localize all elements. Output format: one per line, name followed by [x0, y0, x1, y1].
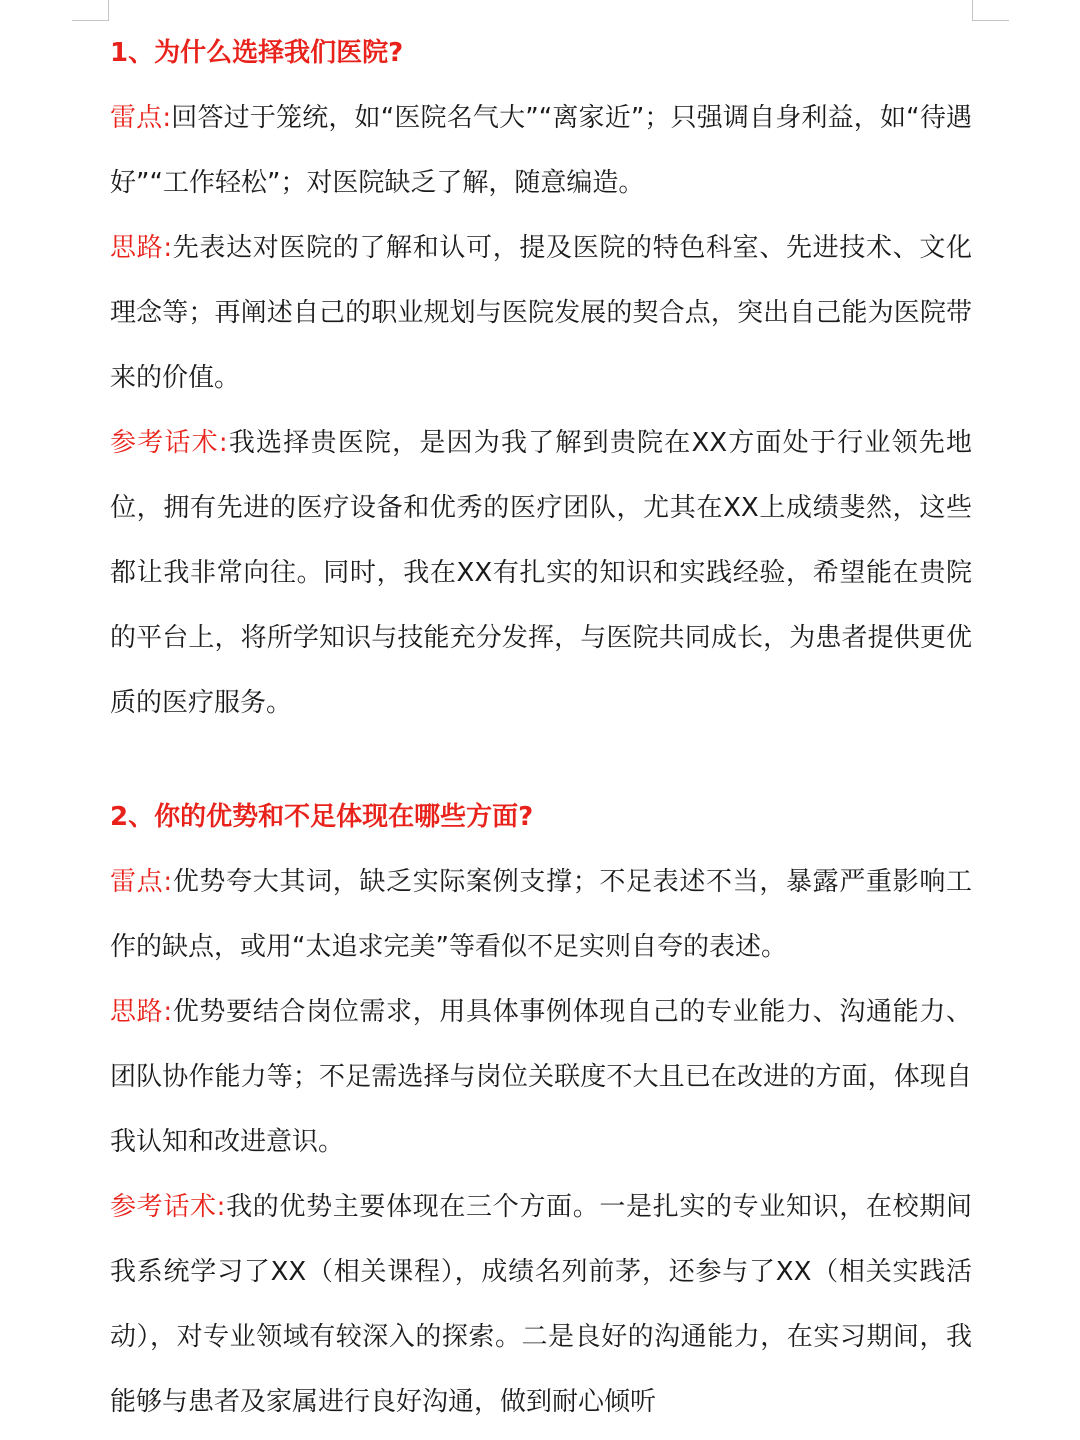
sample-answer-label: 参考话术:: [110, 1192, 226, 1222]
pitfall-text: 回答过于笼统，如“医院名气大”“离家近”；只强调自身利益，如“待遇好”“工作轻松”；对医院缺乏了解，随意编造。: [110, 103, 972, 198]
approach-label: 思路:: [110, 233, 173, 263]
question-heading: 1、为什么选择我们医院?: [110, 38, 404, 68]
pitfall-text: 优势夸大其词，缺乏实际案例支撑；不足表述不当，暴露严重影响工作的缺点，或用“太追求完美”等看似不足实则自夸的表述。: [110, 867, 972, 962]
approach-paragraph: [110, 980, 972, 1175]
sample-answer-text: 我选择贵医院，是因为我了解到贵院在XX方面处于行业领先地位，拥有先进的医疗设备和优秀的医疗团队，尤其在XX上成绩斐然，这些都让我非常向往。同时，我在XX有扎实的知识和实践经验，希望能在贵院的平台上，将所学知识与技能充分发挥，与医院共同成长，为患者提供更优质的医疗服务。: [110, 428, 973, 718]
pitfall-paragraph: [110, 850, 972, 980]
approach-text: 优势要结合岗位需求，用具体事例体现自己的专业能力、沟通能力、团队协作能力等；不足需选择与岗位关联度不大且已在改进的方面，体现自我认知和改进意识。: [110, 997, 972, 1157]
approach-label: 思路:: [110, 997, 173, 1027]
approach-text: 先表达对医院的了解和认可，提及医院的特色科室、先进技术、文化理念等；再阐述自己的职业规划与医院发展的契合点，突出自己能为医院带来的价值。: [110, 233, 972, 393]
pitfall-label: 雷点:: [110, 867, 173, 897]
pitfall-paragraph: [110, 86, 972, 216]
approach-paragraph: [110, 216, 972, 411]
page-corner-mark-left: [72, 0, 109, 21]
sample-answer-paragraph: [110, 1175, 972, 1435]
sample-answer-label: 参考话术:: [110, 428, 228, 458]
sample-answer-text: 我的优势主要体现在三个方面。一是扎实的专业知识，在校期间我系统学习了XX（相关课程），成绩名列前茅，还参与了XX（相关实践活动），对专业领域有较深入的探索。二是良好的沟通能力，在实习期间，我能够与患者及家属进行良好沟通，做到耐心倾听: [110, 1192, 972, 1417]
question-section-2: [110, 794, 972, 1435]
document-body: [110, 30, 972, 1435]
page-corner-mark-right: [972, 0, 1009, 21]
question-section-1: [110, 30, 972, 736]
sample-answer-paragraph: [110, 411, 972, 736]
pitfall-label: 雷点:: [110, 103, 172, 133]
question-heading: 2、你的优势和不足体现在哪些方面?: [110, 802, 534, 832]
